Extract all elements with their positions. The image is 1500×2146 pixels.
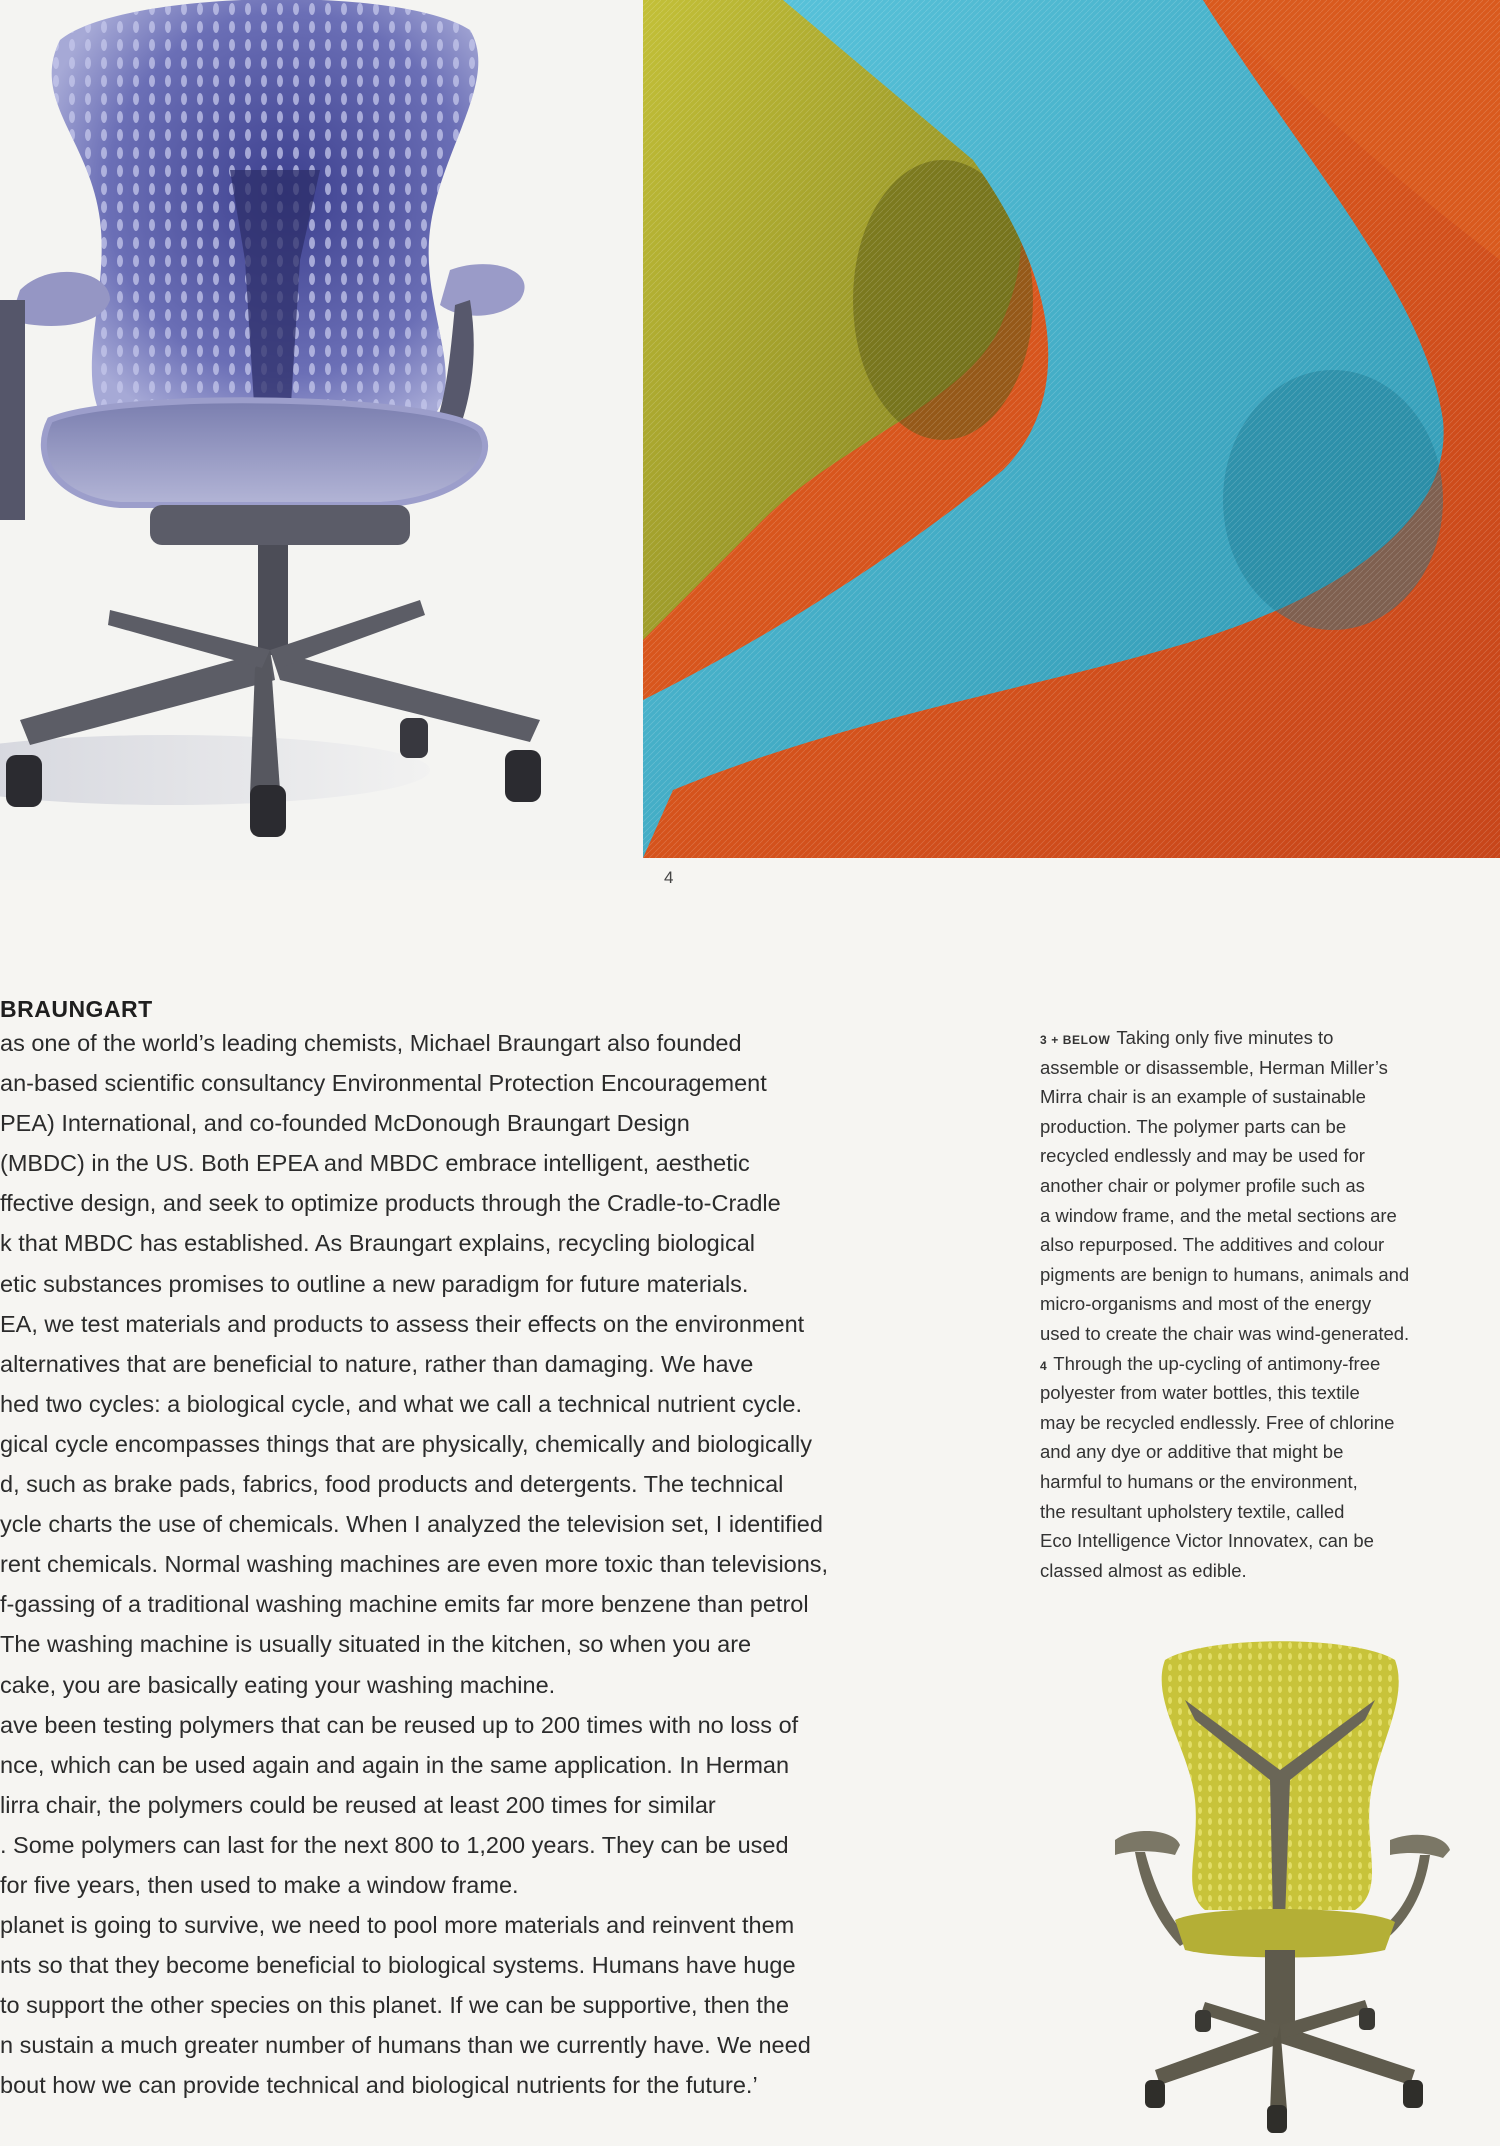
- body-line: (MBDC) in the US. Both EPEA and MBDC embrace intelligent, aesthetic: [0, 1150, 750, 1177]
- body-line: planet is going to survive, we need to pool more materials and reinvent them: [0, 1912, 795, 1939]
- body-line: as one of the world’s leading chemists, Michael Braungart also founded: [0, 1030, 742, 1056]
- body-line: nce, which can be used again and again in the same application. In Herman: [0, 1751, 790, 1778]
- caption-line: assemble or disassemble, Herman Miller’s: [1040, 1056, 1388, 1078]
- body-line: bout how we can provide technical and biological nutrients for the future.’: [0, 2072, 758, 2099]
- body-line: . Some polymers can last for the next 800 to 1,200 years. They can be used: [0, 1831, 789, 1858]
- body-line: The washing machine is usually situated in the kitchen, so when you are: [0, 1631, 752, 1658]
- body-line: cake, you are basically eating your washing machine.: [0, 1671, 556, 1698]
- caption-tag: 3 + BELOW: [1040, 1033, 1111, 1047]
- textile-photo: [643, 0, 1500, 858]
- body-line: rent chemicals. Normal washing machines are even more toxic than televisions,: [0, 1551, 829, 1578]
- article-heading: BRAUNGART: [0, 996, 153, 1022]
- caption-line: 3 + BELOW Taking only five minutes to: [1040, 1027, 1334, 1048]
- caption-line: classed almost as edible.: [1040, 1559, 1247, 1581]
- caption-line: polyester from water bottles, this textile: [1040, 1382, 1360, 1404]
- caption-line: production. The polymer parts can be: [1040, 1115, 1347, 1137]
- caption-line: another chair or polymer profile such as: [1040, 1174, 1365, 1196]
- body-line: for five years, then used to make a window frame.: [0, 1871, 519, 1898]
- mirra-chair-yellow-photo: [1115, 1640, 1455, 2140]
- body-line: etic substances promises to outline a new paradigm for future materials.: [0, 1270, 749, 1297]
- body-line: hed two cycles: a biological cycle, and what we call a technical nutrient cycle.: [0, 1390, 803, 1417]
- caption-line: harmful to humans or the environment,: [1040, 1470, 1358, 1492]
- body-line: ave been testing polymers that can be reused up to 200 times with no loss of: [0, 1711, 799, 1738]
- caption-line: used to create the chair was wind-generated.: [1040, 1322, 1410, 1344]
- figure-number: 4: [664, 868, 674, 887]
- caption-line: pigments are benign to humans, animals and: [1040, 1263, 1410, 1285]
- body-line: lirra chair, the polymers could be reused at least 200 times for similar: [0, 1791, 716, 1818]
- caption-line: may be recycled endlessly. Free of chlorine: [1040, 1411, 1395, 1433]
- body-line: gical cycle encompasses things that are physically, chemically and biologically: [0, 1430, 813, 1457]
- body-line: d, such as brake pads, fabrics, food products and detergents. The technical: [0, 1471, 784, 1498]
- body-line: alternatives that are beneficial to nature, rather than damaging. We have: [0, 1350, 754, 1377]
- body-line: ffective design, and seek to optimize products through the Cradle-to-Cradle: [0, 1190, 781, 1217]
- body-line: k that MBDC has established. As Braungart explains, recycling biological: [0, 1230, 755, 1257]
- body-line: f-gassing of a traditional washing machine emits far more benzene than petrol: [0, 1591, 809, 1618]
- image-caption: [1040, 1023, 1460, 1585]
- caption-line: Mirra chair is an example of sustainable: [1040, 1086, 1366, 1108]
- mirra-chair-photo: [0, 0, 650, 880]
- body-line: ycle charts the use of chemicals. When I analyzed the television set, I identified: [0, 1511, 823, 1538]
- body-line: EA, we test materials and products to assess their effects on the environment: [0, 1310, 805, 1337]
- body-line: to support the other species on this planet. If we can be supportive, then the: [0, 1992, 790, 2019]
- article-body: [0, 1023, 910, 2106]
- caption-line: the resultant upholstery textile, called: [1040, 1500, 1345, 1522]
- caption-line: and any dye or additive that might be: [1040, 1441, 1344, 1463]
- caption-tag: 4: [1040, 1358, 1048, 1373]
- caption-line: also repurposed. The additives and colour: [1040, 1234, 1385, 1256]
- body-line: n sustain a much greater number of humans than we currently have. We need: [0, 2032, 811, 2059]
- caption-line: 4 Through the up-cycling of antimony-free: [1040, 1352, 1381, 1374]
- body-line: nts so that they become beneficial to biological systems. Humans have huge: [0, 1952, 796, 1979]
- caption-line: micro-organisms and most of the energy: [1040, 1293, 1372, 1315]
- body-line: an-based scientific consultancy Environmental Protection Encouragement: [0, 1070, 767, 1097]
- caption-line: Eco Intelligence Victor Innovatex, can be: [1040, 1530, 1374, 1552]
- caption-line: recycled endlessly and may be used for: [1040, 1145, 1365, 1167]
- caption-line: a window frame, and the metal sections are: [1040, 1204, 1397, 1226]
- body-line: PEA) International, and co-founded McDonough Braungart Design: [0, 1110, 690, 1137]
